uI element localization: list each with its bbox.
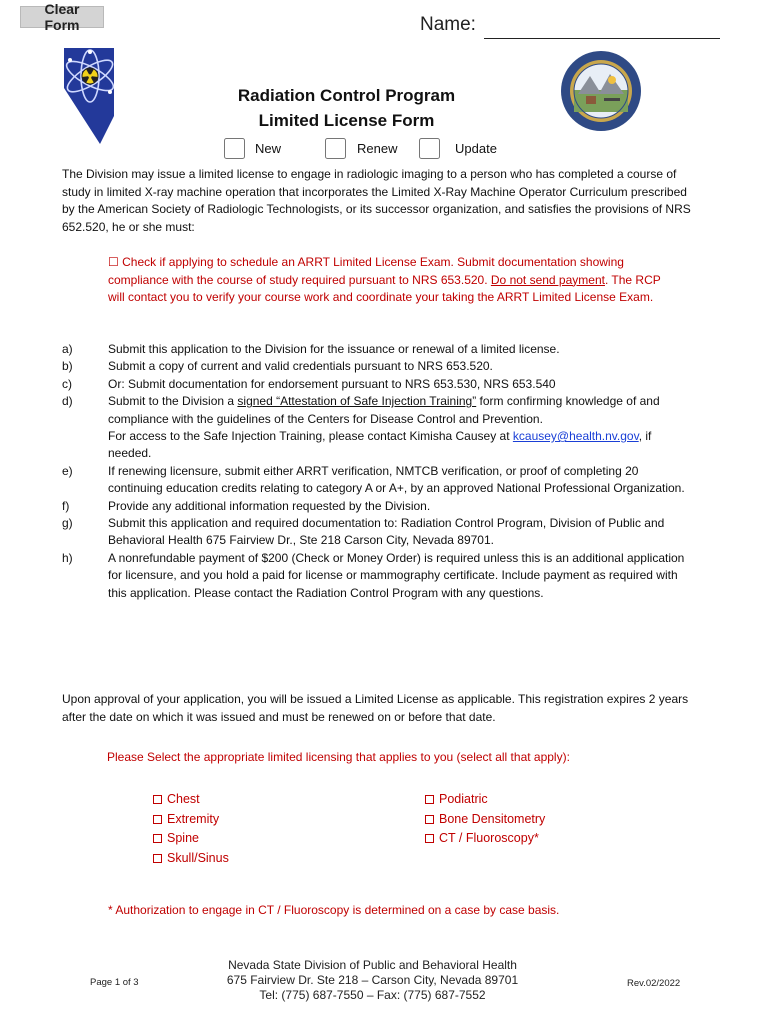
footer-address: 675 Fairview Dr. Ste 218 – Carson City, Nevada 89701 [226,973,519,987]
list-item [62,341,692,358]
form-title: Radiation Control Program [237,86,456,105]
category-bone-densitometry[interactable]: Bone Densitometry [425,810,545,830]
arrt-exam-notice [108,254,678,307]
arrt-text: Check if applying to schedule an ARRT Limited License Exam. Submit documentation showing compliance with the course of study required pursuant to NRS 653.520. [108,255,624,287]
checkbox-icon [425,815,434,824]
category-podiatric[interactable]: Podiatric [425,790,545,810]
categories-left [153,790,229,868]
checkbox-icon [425,795,434,804]
list-item [62,515,692,550]
category-spine[interactable]: Spine [153,829,229,849]
category-chest[interactable]: Chest [153,790,229,810]
update-checkbox[interactable] [419,138,440,159]
select-prompt: Please Select the appropriate limited licensing that applies to you (select all that apply): [107,750,570,764]
new-label: New [255,141,282,156]
ct-note: * Authorization to engage in CT / Fluoroscopy is determined on a case by case basis. [108,903,560,917]
list-text: A nonrefundable payment of $200 (Check or Money Order) is required unless this is an additional application for licensure, and you hold a paid for license or mammography certificate. Include payment as required with this application. Please contact the Radiation Control Program with any questions. [108,550,685,600]
list-item [62,376,692,393]
list-item [62,498,692,515]
instruction-list [62,341,692,602]
footer-org: Nevada State Division of Public and Behavioral Health [228,958,517,972]
checkbox-icon [153,834,162,843]
email-link[interactable]: kcausey@health.nv.gov [512,429,639,444]
renew-checkbox[interactable] [325,138,346,159]
arrt-text-end: . The RCP will contact you to verify your course work and coordinate your taking the ARRT Limited License Exam. [108,272,661,304]
contact-text: For access to the Safe Injection Training, please contact Kimisha Causey at [108,429,513,444]
category-ct-fluoroscopy[interactable]: CT / Fluoroscopy* [425,829,545,849]
list-text: Or: Submit documentation for endorsement pursuant to NRS 653.530, NRS 653.540 [108,376,556,391]
checkbox-icon [153,795,162,804]
checkbox-icon [153,854,162,863]
list-text: Submit a copy of current and valid credentials pursuant to NRS 653.520. [108,359,493,374]
category-skull-sinus[interactable]: Skull/Sinus [153,849,229,869]
list-marker: d) [62,394,73,409]
list-marker: a) [62,342,73,356]
page-number: Page 1 of 3 [90,977,139,988]
list-marker: e) [62,463,73,478]
list-marker: g) [62,516,73,531]
form-subtitle: Limited License Form [258,111,435,130]
contact-text-end: , if needed. [108,429,652,461]
no-payment-text: Do not send payment [490,272,605,287]
item-d-pre: Submit to the Division a [108,394,238,409]
update-label: Update [455,141,497,156]
footer-phone: Tel: (775) 687-7550 – Fax: (775) 687-7552 [259,988,486,1002]
new-checkbox[interactable] [224,138,245,159]
clear-form-button[interactable]: Clear Form [20,6,104,28]
list-item [62,550,692,602]
list-marker: b) [62,359,73,374]
checkbox-icon [425,834,434,843]
list-text: Submit this application to the Division for the issuance or renewal of a limited license. [108,342,560,356]
list-marker: h) [62,550,73,565]
list-text [108,393,692,463]
name-label: Name: [420,14,476,35]
checkbox-icon [153,815,162,824]
attestation-form-text: signed “Attestation of Safe Injection Training” [237,394,477,409]
name-field[interactable] [484,16,720,39]
list-marker: c) [62,376,72,391]
arrt-checkbox-glyph[interactable]: ☐ [108,255,119,269]
list-item [62,463,692,498]
renew-label: Renew [357,141,398,156]
revision-date: Rev.02/2022 [627,978,681,989]
list-item [62,358,692,375]
list-text: Provide any additional information requested by the Division. [108,498,431,513]
list-text: Submit this application and required documentation to: Radiation Control Program, Division of Public and Behavioral Health 675 Fairview Dr., Ste 218 Carson City, Nevada 89701. [108,516,665,548]
categories-right [425,790,545,849]
item-d-post: form confirming knowledge of and compliance with the guidelines of the Centers for Disease Control and Prevention. [108,394,660,426]
approval-paragraph: Upon approval of your application, you will be issued a Limited License as applicable. This registration expires 2 years after the date on which it was issued and must be renewed on or before that date. [62,692,689,724]
list-text: If renewing licensure, submit either ARRT verification, NMTCB verification, or proof of completing 20 continuing education credits relating to category A or A+, by an approved National Professional Organization. [108,463,685,496]
list-marker: f) [62,498,70,513]
category-extremity[interactable]: Extremity [153,810,229,830]
list-item [62,393,692,463]
intro-paragraph: The Division may issue a limited license to engage in radiologic imaging to a person who has completed a course of study in limited X-ray machine operation that incorporates the Limited X-Ray Machine Operator Curriculum prescribed by the American Society of Radiologic Technologists, or its successor organization, and satisfies the provisions of NRS 652.520, he or she must: [62,167,691,234]
